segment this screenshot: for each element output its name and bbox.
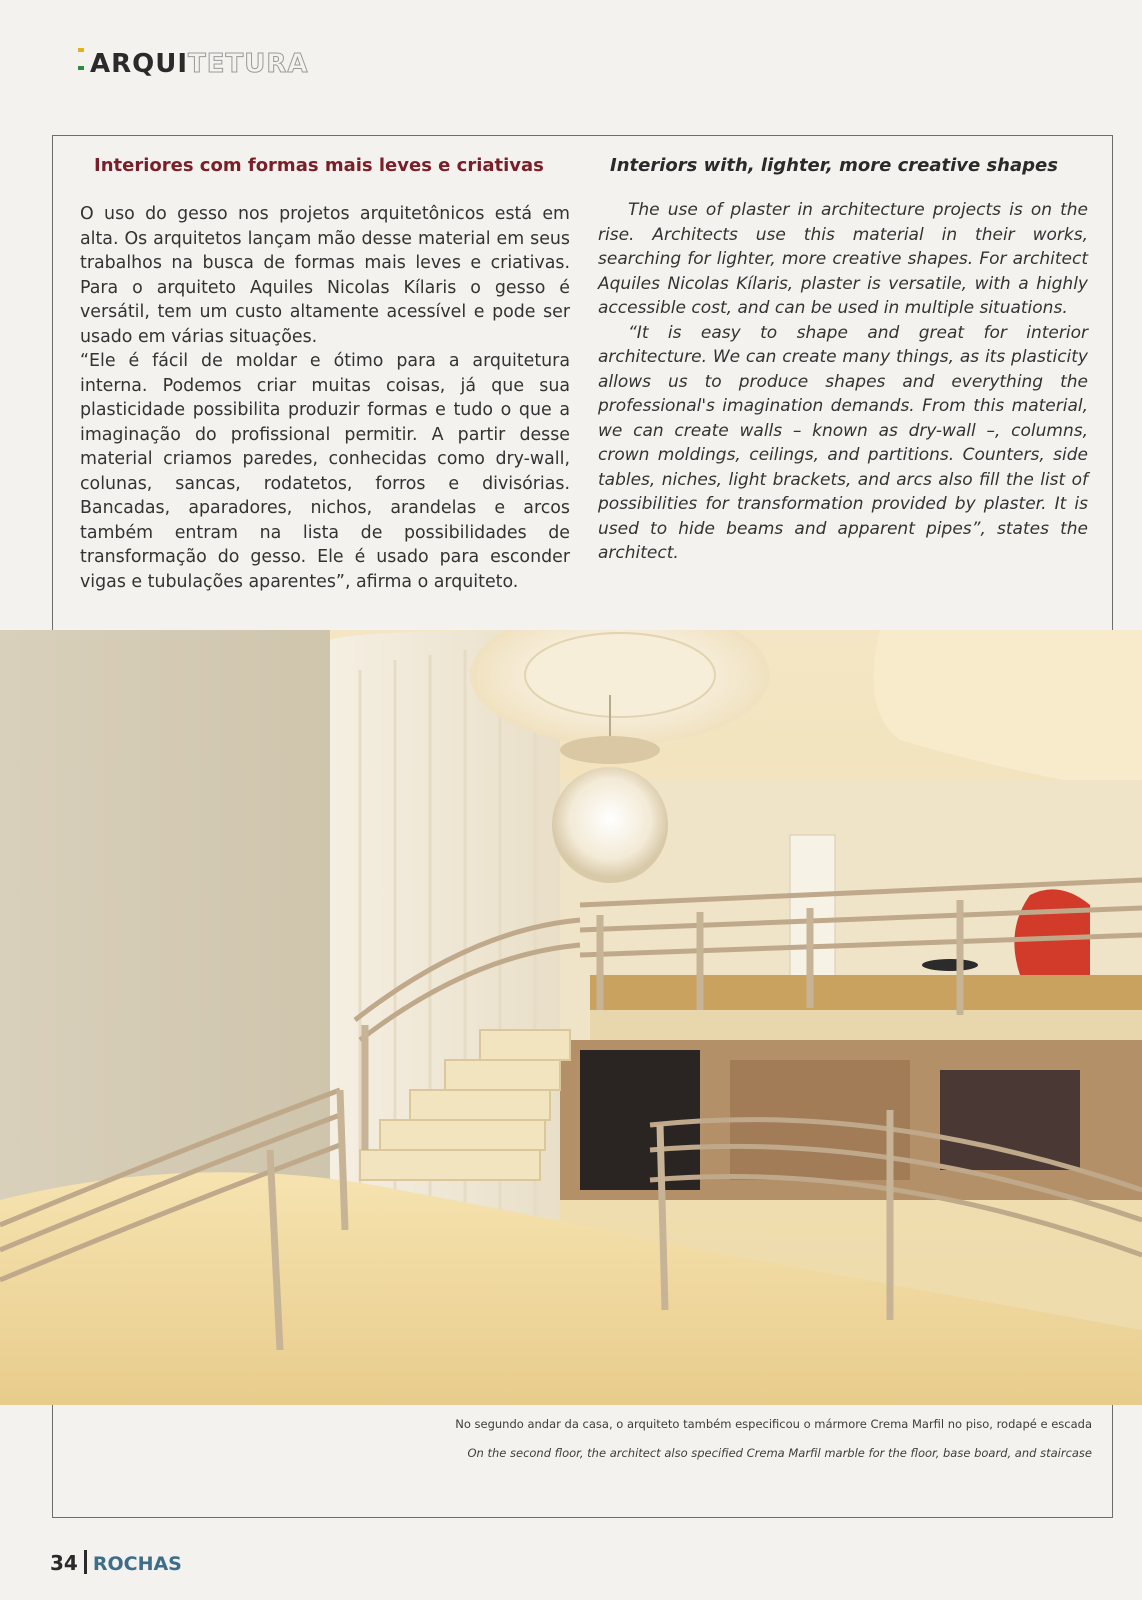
photo-caption-pt: No segundo andar da casa, o arquiteto também especificou o mármore Crema Marfil no piso, rodapé e escada bbox=[455, 1417, 1092, 1431]
paragraph-en: The use of plaster in architecture projects is on the rise. Architects use this material in their works, searching for lighter, more creative shapes. For architect Aquiles Nicolas Kílaris, plaster is versatile, with a highly accessible cost, and can be used in multiple situations. bbox=[598, 200, 1088, 318]
interior-photo bbox=[0, 630, 1142, 1405]
magazine-logo: ROCHAS bbox=[92, 1553, 182, 1575]
section-title-solid: ARQUI bbox=[90, 49, 189, 79]
section-title-outline: TETURA bbox=[188, 49, 309, 79]
article-column-portuguese bbox=[80, 155, 570, 594]
paragraph-pt: “Ele é fácil de moldar e ótimo para a arquitetura interna. Podemos criar muitas coisas, já que sua plasticidade possibilita produzir formas e tudo o que a imaginação do profissional permitir. A partir desse material criamos paredes, conhecidas como dry-wall, colunas, sancas, rodatetos, forros e divisórias. Bancadas, aparadores, nichos, arandelas e arcos também entram na lista de possibilidades de transformação do gesso. Ele é usado para esconder vigas e tubulações aparentes”, afirma o arquiteto. bbox=[80, 351, 570, 592]
paragraph-en: “It is easy to shape and great for interior architecture. We can create many things, as its plasticity allows us to produce shapes and everything the professional's imagination demands. From this material, we can create walls – known as dry-wall –, columns, crown moldings, ceilings, and partitions. Counters, side tables, niches, light brackets, and arcs also fill the list of possibilities for transformation provided by plaster. It is used to hide beams and apparent pipes”, states the architect. bbox=[598, 322, 1088, 563]
paragraph-pt: O uso do gesso nos projetos arquitetônicos está em alta. Os arquitetos lançam mão desse material em seus trabalhos na busca de formas mais leves e criativas. Para o arquiteto Aquiles Nicolas Kílaris o gesso é versátil, tem um custo altamente acessível e pode ser usado em várias situações. bbox=[80, 204, 570, 347]
section-marker-icon bbox=[78, 48, 84, 70]
footer-divider bbox=[84, 1550, 87, 1574]
crystal-chandelier bbox=[552, 767, 668, 883]
article-title-en: Interiors with, lighter, more creative shapes bbox=[610, 155, 1058, 176]
section-header bbox=[78, 48, 309, 79]
page-footer bbox=[50, 1550, 182, 1575]
article-body-pt bbox=[80, 202, 570, 594]
article-body-en bbox=[598, 198, 1088, 566]
page-number: 34 bbox=[50, 1551, 78, 1575]
red-armchair bbox=[1014, 889, 1090, 975]
photo-caption-en: On the second floor, the architect also specified Crema Marfil marble for the floor, base board, and staircase bbox=[467, 1446, 1092, 1460]
staircase-illustration bbox=[0, 630, 1142, 1405]
article-title-pt: Interiores com formas mais leves e criativas bbox=[94, 155, 544, 176]
article-column-english bbox=[598, 155, 1088, 566]
